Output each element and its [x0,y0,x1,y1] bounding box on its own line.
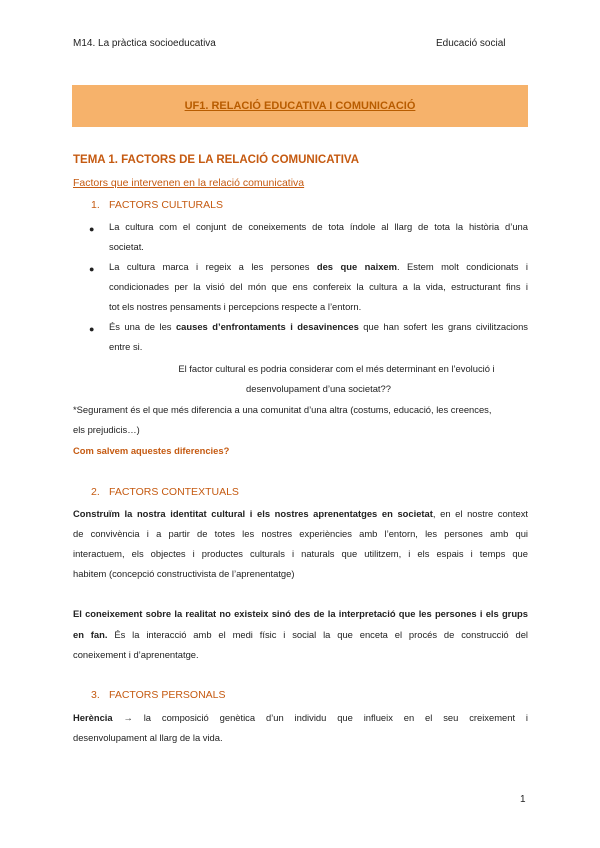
bullet1-line1: La cultura com el conjunt de coneixements de tota índole al llarg de tota la història d’una [109,221,528,232]
section2-p1-line4: habitem (concepció constructivista de l’aprenentatge) [73,568,295,579]
question-line1: El factor cultural es podria considerar com el més determinant en l’evolució i [178,363,495,374]
header-left: M14. La pràctica socioeducativa [73,38,216,49]
bullet2-line3: tot els nostres pensaments i percepcions respecte a l’entorn. [109,301,362,312]
header-right: Educació social [436,38,506,49]
bullet3-text-bold: causes d’enfrontaments i desavinences [175,321,359,332]
section1-number: 1. [91,199,100,211]
title-banner [72,85,528,127]
bullet3-line2: entre si. [109,341,143,352]
note-line2: els prejudicis…) [73,424,140,435]
section1-title: FACTORS CULTURALS [109,199,223,211]
section2-p2-line1: El coneixement sobre la realitat no existeix sinó des de la interpretació que les persones i els grups [73,608,528,619]
section2-number: 2. [91,486,100,498]
highlight-question: Com salvem aquestes diferencies? [73,445,230,456]
note-line1: *Segurament és el que més diferencia a una comunitat d’una altra (costums, educació, les creences, [73,404,492,415]
banner-title: UF1. RELACIÓ EDUCATIVA I COMUNICACIÓ [184,100,416,112]
section3-p1-line2: desenvolupament al llarg de la vida. [73,732,223,743]
bullet-icon: ● [89,324,95,334]
tema-title: TEMA 1. FACTORS DE LA RELACIÓ COMUNICATIVA [73,154,360,166]
bullet-icon: ● [89,264,95,274]
bullet2-line2: condicionades per la visió del món que ens confereix la cultura a la vida, estructurant fins i [109,281,528,292]
section2-title: FACTORS CONTEXTUALS [109,486,239,498]
subtitle-link[interactable]: Factors que intervenen en la relació comunicativa [73,177,305,189]
section2-p2-rest: És la interacció amb el medi físic i social la que enceta el procés de construcció del [107,629,528,640]
section3-heading [91,689,226,701]
section2-p1-line1 [73,504,528,524]
bullet3-text-c: que han sofert les grans civilitzacions [358,321,528,332]
section3-p1-rest: → la composició genètica d’un individu que influeix en el seu creixement i [112,712,528,723]
section2-heading [91,486,239,498]
section1-heading [91,199,223,211]
section2-p1-line3: interactuem, els objectes i productes culturals i naturals que utilitzem, i els espais i temps que [73,548,528,559]
bullet2-line1 [109,257,528,277]
section2-p2-bold: en fan. [73,629,108,640]
section3-number: 3. [91,689,100,701]
section2-p1-line2: de convivència i a partir de totes les nostres experiències amb l’entorn, les persones amb qui [73,528,528,539]
section3-p1-line1 [73,708,528,728]
question-line2: desenvolupament d’una societat?? [246,383,391,394]
bullet2-text-bold: des que naixem [316,261,397,272]
section3-title: FACTORS PERSONALS [109,689,226,701]
bullet2-text-a: La cultura marca i regeix a les persones [109,261,317,272]
page-number: 1 [520,794,526,805]
bullet-icon: ● [89,224,95,234]
bullet3-text-a: És una de les [109,321,176,332]
section2-p1-rest: , en el nostre context [432,508,529,519]
section3-p1-bold: Herència [73,712,113,723]
section2-p1-bold: Construïm la nostra identitat cultural i els nostres aprenentatges en societat [73,508,433,519]
bullet3-line1 [109,317,528,337]
bullet1-line2: societat. [109,241,144,252]
section2-p2-line2 [73,625,528,645]
bullet2-text-c: . Estem molt condicionats i [396,261,528,272]
section2-p2-line3: coneixement i d’aprenentatge. [73,649,199,660]
